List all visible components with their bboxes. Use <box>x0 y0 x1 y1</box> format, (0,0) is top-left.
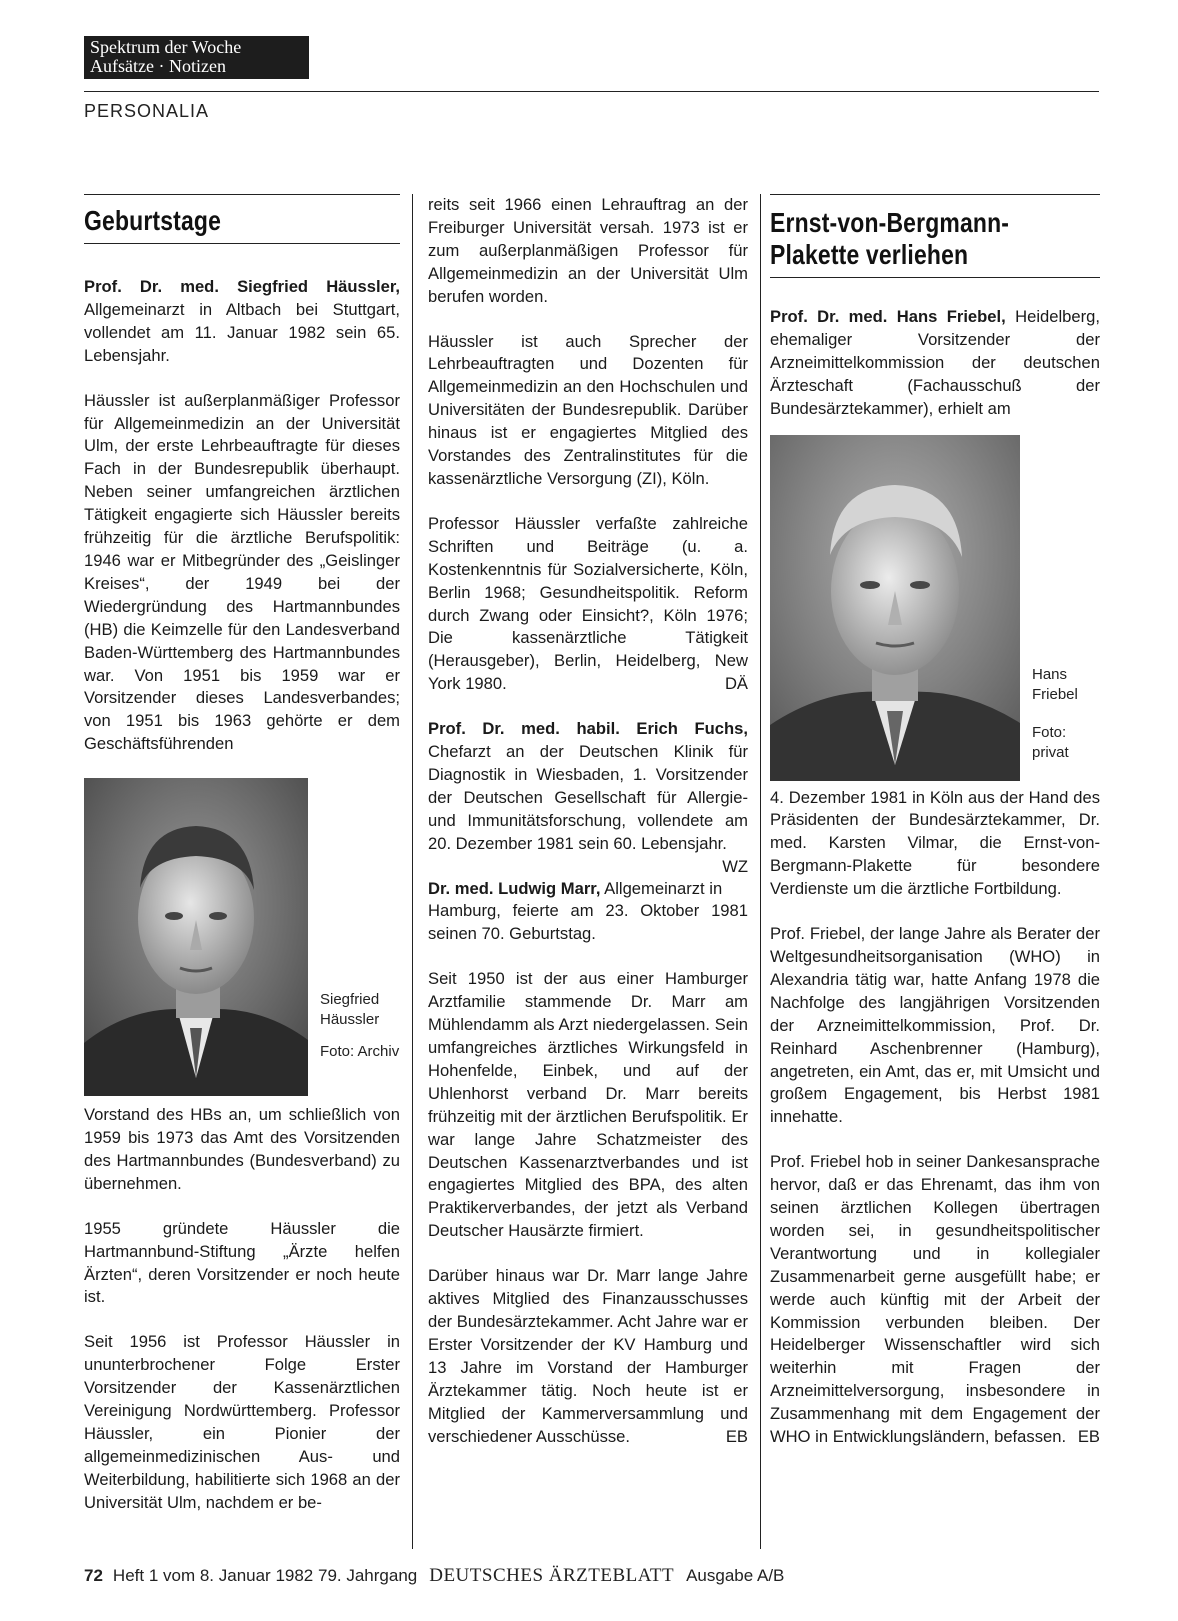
paragraph: Dr. med. Ludwig Marr, Allgemeinarzt in Hamburg, feierte am 23. Oktober 1981 seinen 70. Geburtstag. <box>428 878 748 944</box>
paragraph: Häussler ist außerplanmäßiger Professor für Allgemeinmedizin an der Universität Ulm, der erste Lehrbeauftragte für dieses Fach in der Bundesrepublik überhaupt. Neben seiner umfangreichen ärztlichen Tätigkeit engagierte sich Häussler bereits frühzeitig für die ärztliche Berufspolitik: 1946 war er Mitbegründer des „Geislinger Kreises“, der 1949 bei der Wiedergründung des Hartmannbundes (HB) die Keimzelle für den Landesverband Baden-Württemberg des Hartmannbundes war. Von 1951 bis 1959 war er Vorsitzender dieses Landesverbandes; von 1951 bis 1963 gehörte er dem Geschäftsführenden <box>84 390 400 754</box>
author-signature: WZ <box>722 856 748 876</box>
figure-friebel <box>770 435 1100 781</box>
photo-caption-name: Siegfried Häussler <box>320 991 380 1029</box>
person-name: Prof. Dr. med. Siegfried Häussler, <box>84 277 400 296</box>
column-divider-2 <box>760 194 761 1549</box>
section-label: PERSONALIA <box>84 101 210 121</box>
header-rule <box>84 91 1099 92</box>
paragraph: Häussler ist auch Sprecher der Lehrbeauftragten und Dozenten für Allgemeinmedizin an den Hochschulen und Universitäten der Bundesrepublik. Darüber hinaus ist er engagiertes Mitglied des Vorstandes des Zentralinstitutes für die kassenärztliche Versorgung (ZI), Köln. <box>428 331 748 488</box>
person-name: Prof. Dr. med. habil. Erich Fuchs, <box>428 719 748 739</box>
paragraph: Prof. Friebel hob in seiner Dankesansprache hervor, daß er das Ehrenamt, das ihm von seinen ärztlichen Kollegen übertragen worden sei, in gesundheitspolitischer Verantwortung und in kollegialer Zusammenarbeit gerne ausgefüllt habe; er werde auch künftig mit der Arbeit der Kommission verbunden bleiben. Der Heidelberger Wissenschaftler wird sich weiterhin mit Fragen der Arzneimittelversorgung, insbesondere in Zusammenhang mit dem Engagement der WHO in Entwicklungsländern, befassen. EB <box>770 1151 1100 1449</box>
author-signature: EB <box>725 1426 748 1446</box>
paragraph: Professor Häussler verfaßte zahlreiche Schriften und Beiträge (u. a. Kostenkenntnis für Sozialversicherte, Köln, Berlin 1968; Gesundheitspolitik. Reform durch Zwang oder Einsicht?, Köln 1976; Die kassenärztliche Tätigkeit (Herausgeber), Berlin, Heidelberg, New York 1980. DÄ <box>428 513 748 696</box>
column-2 <box>428 194 748 1448</box>
paragraph: Seit 1950 ist der aus einer Hamburger Arztfamilie stammende Dr. Marr am Mühlendamm als Arzt niedergelassen. Sein umfangreiches ärztliches Wirkungsfeld in Hohenfelde, Einbek, und auf der Uhlenhorst verband Dr. Marr bereits frühzeitig mit der ärztlichen Berufspolitik. Er war lange Jahre Schatzmeister des Deutschen Kassenarztverbandes und ist engagiertes Mitglied des BPA, des alten Praktikerverbandes, der jetzt als Verband Deutscher Hausärzte firmiert. <box>428 969 748 1241</box>
page-footer <box>84 1565 1099 1587</box>
article-heading-geburtstage: Geburtstage <box>84 205 222 236</box>
paragraph: Prof. Dr. med. habil. Erich Fuchs, Chefarzt an der Deutschen Klinik für Diagnostik in Wiesbaden, 1. Vorsitzender der Deutschen Gesellschaft für Allergie- und Immunitätsforschung, vollendete am 20. Dezember 1981 sein 60. Lebensjahr. WZ <box>428 718 748 855</box>
photo-caption-credit: Foto: privat <box>1032 723 1069 761</box>
column-divider-1 <box>412 194 413 1549</box>
kicker-line-2: Aufsätze · Notizen <box>90 56 226 76</box>
kicker-line-1: Spektrum der Woche <box>90 37 242 57</box>
column-1 <box>84 194 400 1515</box>
figure-haeussler <box>84 778 400 1096</box>
photo-caption-credit: Foto: Archiv <box>320 1043 400 1061</box>
paragraph: reits seit 1966 einen Lehrauftrag an der Freiburger Universität versah. 1973 ist er zum außerplanmäßigen Professor für Allgemeinmedizin an der Universität Ulm berufen worden. <box>428 195 748 306</box>
paragraph: Prof. Friebel, der lange Jahre als Berater der Weltgesundheitsorganisation (WHO) in Alexandria tätig war, hatte Anfang 1978 die Nachfolge des langjährigen Vorsitzenden der Arzneimittelkommission, Prof. Dr. Reinhard Aschenbrenner (Hamburg), angetreten, ein Amt, das er, mit Umsicht und großem Engagement, bis Herbst 1981 innehatte. <box>770 924 1100 1127</box>
paragraph: Vorstand des HBs an, um schließlich von 1959 bis 1973 das Amt des Vorsitzenden des Hartmannbundes (Bundesverband) zu übernehmen. <box>84 1105 400 1193</box>
paragraph: Seit 1956 ist Professor Häussler in ununterbrochener Folge Erster Vorsitzender der Kassenärztlichen Vereinigung Nordwürttemberg. Professor Häussler, ein Pionier der allgemeinmedizinischen Aus- und Weiterbildung, habilitierte sich 1968 an der Universität Ulm, nachdem er be- <box>84 1332 400 1512</box>
paragraph: Prof. Dr. med. Siegfried Häussler, Allgemeinarzt in Altbach bei Stuttgart, vollendet am 11. Januar 1982 sein 65. Lebensjahr. <box>84 277 400 365</box>
edition-info: Ausgabe A/B <box>686 1566 785 1585</box>
paragraph: 4. Dezember 1981 in Köln aus der Hand des Präsidenten der Bundesärztekammer, Dr. med. Karsten Vilmar, die Ernst-von-Bergmann-Plakette für besondere Verdienste um die ärztliche Fortbildung. <box>770 787 1100 899</box>
page-number: 72 <box>84 1566 103 1585</box>
author-signature: EB <box>1077 1427 1100 1447</box>
department-kicker <box>84 36 309 79</box>
paragraph: 1955 gründete Häussler die Hartmannbund-Stiftung „Ärzte helfen Ärzten“, deren Vorsitzender er noch heute ist. <box>84 1218 400 1307</box>
column-3 <box>770 194 1100 1449</box>
person-name: Prof. Dr. med. Hans Friebel, <box>770 307 1006 326</box>
portrait-image <box>770 435 1020 781</box>
article-heading-line-1: Ernst-von-Bergmann- <box>770 207 1010 238</box>
article-heading-line-2: Plakette verliehen <box>770 239 969 270</box>
photo-caption-name: Hans Friebel <box>1032 665 1078 703</box>
paragraph: Prof. Dr. med. Hans Friebel, Heidelberg, ehemaliger Vorsitzender der Arzneimittelkommission der deutschen Ärzteschaft (Fachausschuß der Bundesärztekammer), erhielt am <box>770 307 1100 418</box>
author-signature: DÄ <box>724 674 748 694</box>
portrait-photo <box>84 778 308 1096</box>
portrait-photo <box>770 435 1020 781</box>
magazine-title: DEUTSCHES ÄRZTEBLATT <box>429 1565 675 1586</box>
portrait-image <box>84 778 308 1096</box>
issue-info: Heft 1 vom 8. Januar 1982 79. Jahrgang <box>112 1566 418 1585</box>
person-name: Dr. med. Ludwig Marr, <box>428 878 601 898</box>
paragraph: Darüber hinaus war Dr. Marr lange Jahre aktives Mitglied des Finanzausschusses der Bundesärztekammer. Acht Jahre war er Erster Vorsitzender der KV Hamburg und 13 Jahre im Vorstand der Hamburger Ärztekammer tätig. Noch heute ist er Mitglied der Kammerversammlung und verschiedener Ausschüsse. EB <box>428 1265 748 1448</box>
